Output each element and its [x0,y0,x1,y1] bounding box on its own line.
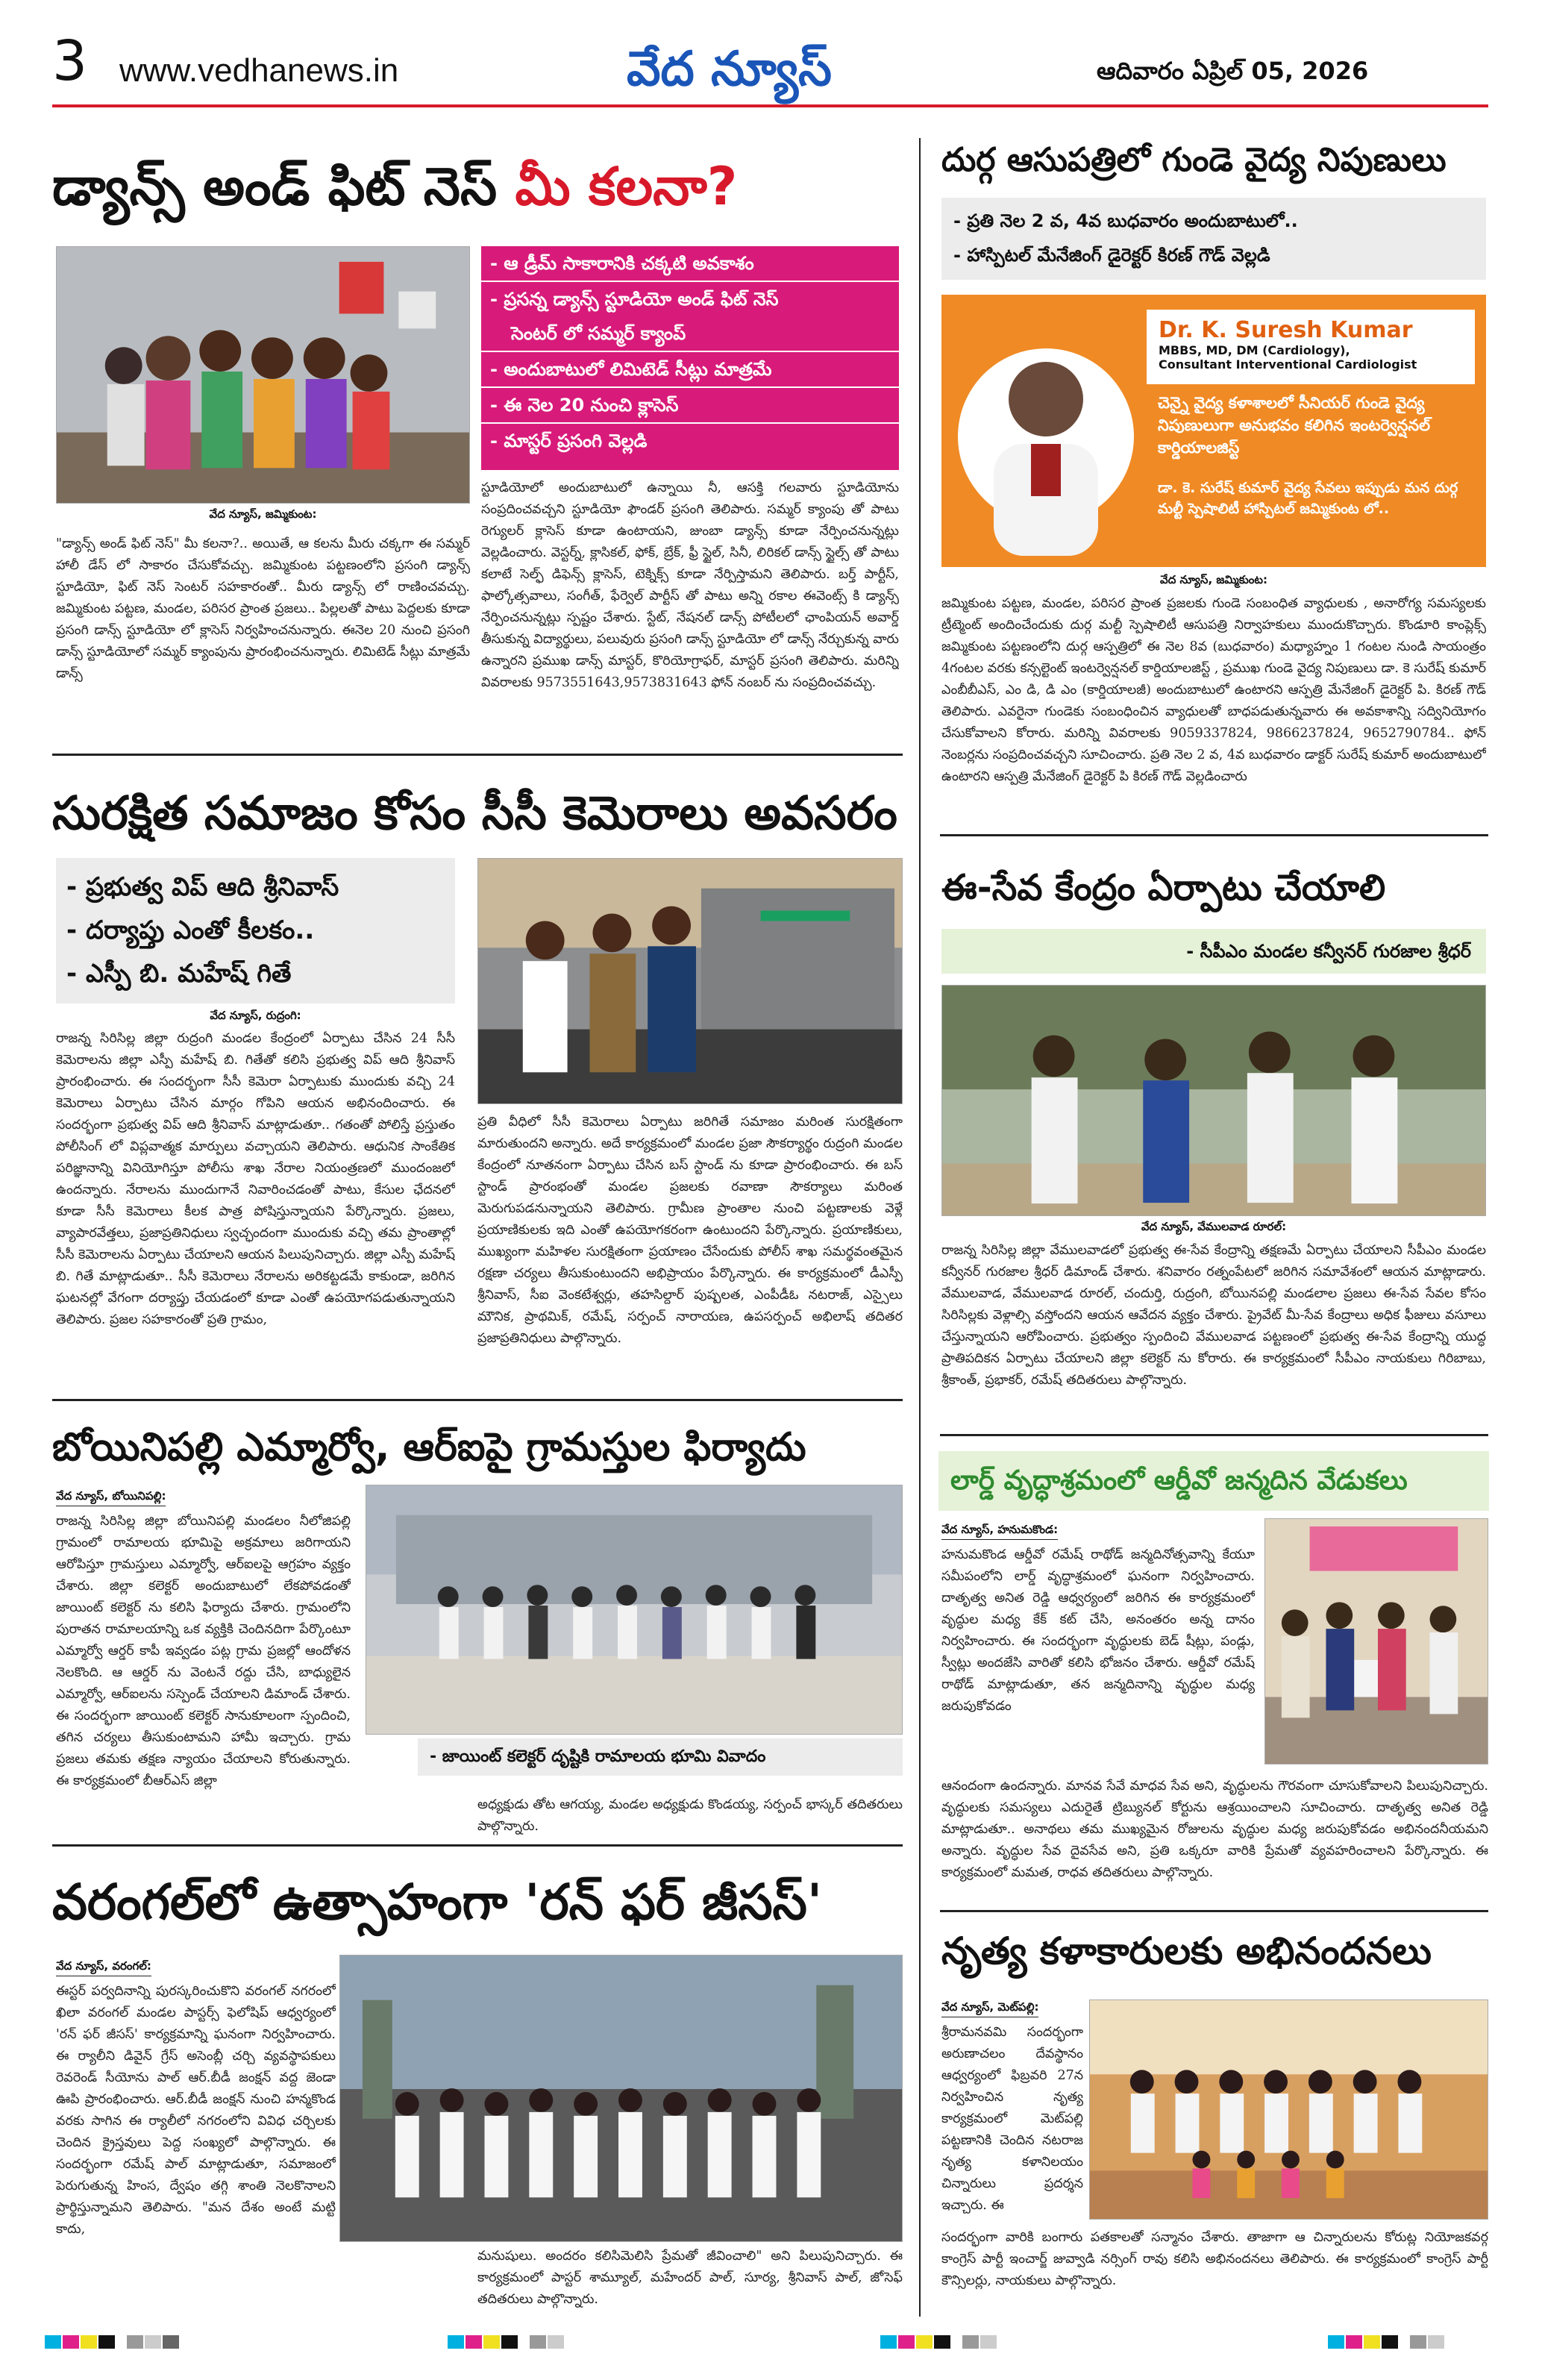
issue-date: ఆదివారం ఏప్రిల్ 05, 2026 [1097,57,1369,85]
durga-bullet: - హాస్పిటల్ మేనేజింగ్ డైరెక్టర్ కిరణ్ గౌడ్ వెల్లడి [953,245,1270,266]
nritya-dateline-wrap [941,1999,1083,2017]
ad-name-card [1147,310,1475,384]
boinpally-caption: - జాయింట్ కలెక్టర్ దృష్టికి రామాలయ భూమి వివాదం [430,1747,766,1766]
registration-strip [0,2335,1542,2358]
dance-body-right: స్టూడియోలో అందుబాటులో ఉన్నాయి నీ, ఆసక్తి గలవారు స్టూడియోను సంప్రదించవచ్చని స్టూడియో ఫౌండర్ ప్రసంగి తెలిపారు. సమ్మర్ క్యాంపు తో పాటు రెగ్యులర్ క్లాసెస్ కూడా ఉంటాయని, జుంబా డ్యాన్స్ కూడా నేర్పించనున్నట్లు వెల్లడించారు. వెస్టర్న్, క్లాసికల్, ఫోక్, బ్రేక్, ఫ్రీ స్టైల్, సినీ, లిరికల్ డాన్స్ స్టైల్స్ తో పాటు కలాటే సెల్ఫ్ డిఫెన్స్ క్లాసెస్, టెక్నిక్స్ కూడా నేర్పిస్తామని తెలిపారు. బర్త్ పార్టీస్, ఫాల్కోత్సవాలు, సంగీత్, ఫేర్వెల్ పార్టీస్ తో పాటు అన్ని రకాల ఈవెంట్స్ కి డ్యాన్స్ నేర్పించనున్నట్లు స్పష్టం చేశారు. స్టేట్, నేషనల్ డాన్స్ పోటీలలో ఛాంపియన్ అవార్డ్ తీసుకున్న విద్యార్థులు, పలువురు ప్రసంగి డాన్స్ స్టూడియో లో డాన్స్ నేర్చుకున్న వారు ఉన్నారని ప్రముఖ డాన్స్ మాస్టర్, కొరియోగ్రాఫర్, మాస్టర్ ప్రసంగి తెలిపారు. మరిన్ని వివరాలకు 9573551643,9573831643 ఫోన్ నంబర్ ను సంప్రదించవచ్చు. [481,480,899,690]
cctv-bullet: - దర్యాప్తు ఎంతో కీలకం.. [66,915,315,945]
reg-swatch [501,2335,518,2349]
masthead-rule [52,104,1488,107]
lord-photo [1264,1518,1488,1764]
boinpally-headline: బోయినిపల్లి ఎమ్మార్వో, ఆర్ఐపై గ్రామస్తుల ఫిర్యాదు [52,1425,806,1470]
eseva-headline: ఈ-సేవ కేంద్రం ఏర్పాటు చేయాలి [941,867,1386,909]
lord-dateline: వేద న్యూస్, హనుమకొండ: [941,1523,1058,1540]
reg-swatch [163,2335,179,2349]
dance-headline [52,145,895,228]
ad-doctor-name: Dr. K. Suresh Kumar [1159,317,1413,343]
reg-swatch [1410,2335,1426,2349]
cctv-bullet: - ఎస్పీ బి. మహేష్ గితే [66,959,292,989]
reg-swatch [962,2335,979,2349]
cctv-body-left: రాజన్న సిరిసిల్ల జిల్లా రుద్రంగి మండల కేంద్రంలో ఏర్పాటు చేసిన 24 సీసీ కెమెరాలను జిల్లా ఎస్పీ మహేష్ బి. గితేతో కలిసి ప్రభుత్వ విప్ ఆది శ్రీనివాస్ ప్రారంభించారు. ఈ సందర్భంగా సీసీ కెమెరా ఏర్పాటుకు ముందుకు వచ్చి 24 కెమెరాలు ఏర్పాటు చేసిన మార్గం గోపిని ఆయన అభినందించారు. ఈ సందర్భంగా ప్రభుత్వ విప్ ఆది శ్రీనివాస్ మాట్లాడుతూ.. గతంతో పోలిస్తే ప్రస్తుతం పోలీసింగ్ లో విప్లవాత్మక మార్పులు వచ్చాయని తెలిపారు. ఆధునిక సాంకేతిక పరిజ్ఞానాన్ని వినియోగిస్తూ పోలీసు శాఖ నేరాల నియంత్రణలో ముందంజలో ఉందన్నారు. నేరాలను ముందుగానే నివారించడంతో పాటు, కేసుల ఛేదనలో కూడా సీసీ కెమెరాలు కీలక పాత్ర పోషిస్తున్నాయని పేర్కొన్నారు. ప్రజలు, వ్యాపారవేత్తలు, ప్రజాప్రతినిధులు స్వచ్ఛందంగా ముందుకు వచ్చి తమ ప్రాంతాల్లో సీసీ కెమెరాలను ఏర్పాటు చేయాలని ఆయన పిలుపునిచ్చారు. జిల్లా ఎస్పీ మహేష్ బి. గితే మాట్లాడుతూ.. సీసీ కెమెరాలు నేరాలను అరికట్టడమే కాకుండా, జరిగిన ఘటనల్లో వేగంగా దర్యాప్తు చేయడంలో కూడా ఎంతో ఉపయోగపడుతున్నాయని తెలిపారు. ప్రజల సహకారంతో ప్రతి గ్రామం, [56,1031,455,1327]
reg-swatch [483,2335,500,2349]
lord-body-left: హనుమకొండ ఆర్డీవో రమేష్ రాథోడ్ జన్మదినోత్సవాన్ని కేయూ సమీపంలోని లార్డ్ వృద్ధాశ్రమంలో ఘనంగా నిర్వహించారు. దాతృత్వ అనిత రెడ్డి ఆధ్వర్యంలో జరిగిన ఈ కార్యక్రమంలో వృద్ధుల మధ్య కేక్ కట్ చేసి, అనంతరం అన్న దానం నిర్వహించారు. ఈ సందర్భంగా వృద్ధులకు బెడ్ షీట్లు, పండ్లు, స్వీట్లు అందజేసి వారితో కలిసి భోజనం చేశారు. ఆర్డీవో రమేష్ రాథోడ్ మాట్లాడుతూ, తన జన్మదినాన్ని వృద్ధుల మధ్య జరుపుకోవడం [941,1547,1255,1714]
cctv-body-right: ప్రతి వీధిలో సీసీ కెమెరాలు ఏర్పాటు జరిగితే సమాజం మరింత సురక్షితంగా మారుతుందని అన్నారు. అదే కార్యక్రమంలో మండల ప్రజా సౌకర్యార్థం రుద్రంగి మండల కేంద్రంలో నూతనంగా ఏర్పాటు చేసిన బస్ స్టాండ్ ను కూడా ప్రారంభించారు. ఈ బస్ స్టాండ్ ప్రారంభంతో మండల ప్రజలకు రవాణా సౌకర్యాలు మరింత మెరుగుపడనున్నాయని తెలిపారు. గ్రామీణ ప్రాంతాల నుంచి పట్టణాలకు వెళ్లే ప్రయాణికులకు ఇది ఎంతో ఉపయోగకరంగా ఉంటుందని పేర్కొన్నారు. ప్రయాణికులు, ముఖ్యంగా మహిళల సురక్షితంగా ప్రయాణం చేసేందుకు పోలీస్ శాఖ సమర్థవంతమైన రక్షణా చర్యలు తీసుకుంటుందని అభిప్రాయం పేర్కొన్నారు. ఈ కార్యక్రమంలో డీఎస్పీ శ్రీనివాస్, సీఐ వెంకటేశ్వర్లు, తహసిల్దార్ పుష్పలత, ఎంపీడీఓ నటరాజ్, ఎస్సైలు మౌనిక, ప్రాథమిక్, రమేష్, సర్పంచ్ నారాయణ, ఉపసర్పంచ్ అభిలాష్ తదితర ప్రజాప్రతినిధులు పాల్గొన్నారు. [477,1115,903,1346]
nritya-body-full: సందర్భంగా వారికి బంగారు పతకాలతో సన్మానం చేశారు. తాజాగా ఆ చిన్నారులను కోరుట్ల నియోజకవర్గ కాంగ్రెస్ పార్టీ ఇంచార్జ్ జువ్వాడి నర్సింగ్ రావు కలిసి అభినందనలు తెలిపారు. ఈ కార్యక్రమంలో కాంగ్రెస్ పార్టీ కౌన్సిలర్లు, నాయకులు పాల్గొన్నారు. [941,2230,1488,2288]
boinpally-photo [366,1485,903,1735]
lord-dateline-wrap [941,1522,1255,1540]
nritya-body-left: శ్రీరామనవమి సందర్భంగా అరుణాచలం దేవస్థానం ఆధ్వర్యంలో ఫిబ్రవరి 27న నిర్వహించిన నృత్య కార్యక్రమంలో మెట్‌పల్లి పట్టణానికి చెందిన నటరాజ నృత్య కళానిలయం చిన్నారులు ప్రదర్శన ఇచ్చారు. ఈ [941,2025,1083,2213]
ad-text-1: చెన్నై వైద్య కళాశాలలో సీనియర్ గుండె వైద్య నిపుణులుగా అనుభవం కలిగిన ఇంటర్వెన్షనల్ కార్డియాలజిస్ట్ [1158,394,1430,457]
warangal-body-left: ఈస్టర్ పర్వదినాన్ని పురస్కరించుకొని వరంగల్ నగరంలో ఖిలా వరంగల్ మండల పాస్టర్స్ ఫెలోషిప్ ఆధ్వర్యంలో 'రన్ ఫర్ జీసస్' కార్యక్రమాన్ని ఘనంగా నిర్వహించారు. ఈ ర్యాలీని డివైన్ గ్రేస్ అసెంబ్లీ చర్చి వ్యవస్థాపకులు రెవరెండ్ సీయోను పాల్ ఆర్.బీడీ జంక్షన్ వద్ద జెండా ఊపి ప్రారంభించారు. ఆర్.బీడీ జంక్షన్ నుంచి హన్మకొండ వరకు సాగిన ఈ ర్యాలీలో నగరంలోని వివిధ చర్చిలకు చెందిన క్రైస్తవులు పెద్ద సంఖ్యలో పాల్గొన్నారు. ఈ సందర్భంగా రమేష్ పాల్ మాట్లాడుతూ, సమాజంలో పెరుగుతున్న హింస, ద్వేషం తగ్గి శాంతి నెలకొనాలని ప్రార్థిస్తున్నామని తెలిపారు. "మన దేశం అంటే మట్టి కాదు, [56,1984,336,2237]
dance-bullet: సెంటర్ లో సమ్మర్ క్యాంప్ [481,316,899,352]
reg-swatch [548,2335,564,2349]
eseva-dateline: వేద న్యూస్, వేములవాడ రూరల్: [1141,1220,1287,1233]
dance-headline-black: డ్యాన్స్ అండ్ ఫిట్ నెస్ [52,156,498,217]
warangal-body-right: మనుషులు. అందరం కలిసిమెలిసి ప్రేమతో జీవించాలి" అని పిలుపునిచ్చారు. ఈ కార్యక్రమంలో పాస్టర్ శామ్యూల్, మహేందర్ పాల్, సూర్య, శ్రీనివాస్ పాల్, జోసెఫ్ తదితరులు పాల్గొన్నారు. [477,2249,903,2307]
section-rule [940,1910,1488,1912]
reg-swatch [1364,2335,1380,2349]
reg-swatch [916,2335,933,2349]
durga-highlights [941,198,1486,280]
eseva-subhead-text: - సీపీఎం మండల కన్వీనర్ గురజాల శ్రీధర్ [1186,941,1471,962]
warangal-dateline-wrap [56,1958,336,1976]
masthead-logo: వేద న్యూస్ [627,42,832,97]
cctv-bullet: - ప్రభుత్వ విప్ ఆది శ్రీనివాస్ [66,872,339,902]
lord-headline: లార్డ్ వృద్ధాశ్రమంలో ఆర్డీవో జన్మదిన వేడుకలు [950,1465,1408,1496]
dance-photo [56,246,470,504]
reg-swatch [466,2335,482,2349]
section-rule [940,834,1488,836]
durga-dateline: వేద న్యూస్, జమ్మికుంట: [1160,573,1267,586]
nritya-dateline: వేద న్యూస్, మెట్‌పల్లి: [941,2000,1038,2017]
dance-body-left: "డ్యాన్స్ అండ్ ఫిట్ నెస్" మీ కలనా?.. అయితే, ఆ కలను మీరు చక్కగా ఈ సమ్మర్ హాలీ డేస్ లో సాకారం చేసుకోవచ్చు. జమ్మికుంట పట్టణంలోని ప్రసంగి డ్యాన్స్ స్టూడియో, ఫిట్ నెస్ సెంటర్ సహకారంతో.. మీరు డ్యాన్స్ లో రాణించవచ్చు. జమ్మికుంట పట్టణ, మండల, పరిసర ప్రాంత ప్రజలు.. పిల్లలతో పాటు పెద్దలకు కూడా ప్రసంగి డాన్స్ స్టూడియో లో క్లాసెస్ నిర్వహించనున్నారు. ఈనెల 20 నుంచి ప్రసంగి డాన్స్ స్టూడియోలో సమ్మర్ క్యాంపును ప్రారంభించనున్నారు. లిమిటెడ్ సీట్లు మాత్రమే డాన్స్ [56,536,470,681]
eseva-subhead [941,929,1486,974]
masthead [0,0,1542,112]
reg-swatch [81,2335,97,2349]
nritya-photo [1089,1999,1488,2220]
boinpally-body-right: అధ్యక్షుడు తోట ఆగయ్య, మండల అధ్యక్షుడు కొండయ్య, సర్పంచ్ భాస్కర్ తదితరులు పాల్గొన్నారు. [477,1797,903,1834]
cctv-dateline: వేద న్యూస్, రుద్రంగి: [210,1009,301,1022]
dance-photo-caption: వేద న్యూస్, జమ్మికుంట: [209,507,317,521]
eseva-photo [941,985,1486,1216]
durga-ad [941,295,1486,567]
dance-bullet: - ఈ నెల 20 నుంచి క్లాసెస్ [481,388,899,424]
section-rule [940,1434,1488,1436]
cctv-highlights [56,858,455,1003]
reg-swatch [127,2335,143,2349]
reg-swatch [1328,2335,1344,2349]
ad-doctor-role: Consultant Interventional Cardiologist [1159,357,1417,372]
reg-swatch [530,2335,546,2349]
reg-swatch [448,2335,464,2349]
ad-doctor-quals: MBBS, MD, DM (Cardiology), [1159,343,1350,357]
reg-swatch [934,2335,950,2349]
dance-bullet: - మాస్టర్ ప్రసంగి వెల్లడి [490,430,648,451]
section-rule [52,754,903,756]
cctv-photo [477,858,903,1104]
boinpally-dateline: వేద న్యూస్, బోయినిపల్లి: [56,1489,166,1506]
lord-body-full: ఆనందంగా ఉందన్నారు. మానవ సేవే మాధవ సేవ అని, వృద్ధులను గౌరవంగా చూసుకోవాలని పిలుపునిచ్చారు. వృద్ధులకు సమస్యలు ఎదురైతే ట్రిబ్యునల్ కోర్టును ఆశ్రయించాలని సూచించారు. దాతృత్వ అనిత రెడ్డి మాట్లాడుతూ.. అనాథలు తమ ముఖ్యమైన రోజులను వృద్ధుల మధ్య జరుపుకోవడం అభినందనీయమని అన్నారు. వృద్ధుల సేవ దైవసేవ అని, ప్రతి ఒక్కరూ వారికి ప్రేమతో వ్యవహరించాలని పేర్కొన్నారు. ఈ కార్యక్రమంలో మమత, రాధవ తదితరులు పాల్గొన్నారు. [941,1779,1488,1880]
reg-swatch [1382,2335,1398,2349]
reg-swatch [98,2335,115,2349]
reg-swatch [1346,2335,1362,2349]
ad-text-2: డా. కె. సురేష్ కుమార్ వైద్య సేవలు ఇప్పుడు మన దుర్గ మల్టీ స్పెషాలిటీ హాస్పిటల్ జమ్మికుంట లో.. [1158,480,1458,517]
reg-swatch [880,2335,897,2349]
section-rule [52,1399,903,1401]
dance-headline-red: మీ కలనా? [515,156,738,217]
durga-bullet: - ప్రతి నెల 2 వ, 4వ బుధవారం అందుబాటులో.. [953,210,1298,231]
website-link[interactable]: www.vedhanews.in [119,52,399,89]
page-number: 3 [52,29,88,93]
nritya-headline: నృత్య కళాకారులకు అభినందనలు [941,1929,1432,1973]
durga-headline: దుర్గ ఆసుపత్రిలో గుండె వైద్య నిపుణులు [941,141,1447,179]
boinpally-caption-box [418,1738,903,1776]
lord-headline-box [938,1451,1489,1511]
reg-swatch [898,2335,915,2349]
reg-swatch [63,2335,79,2349]
warangal-headline: వరంగల్‌లో ఉత్సాహంగా 'రన్ ఫర్ జీసస్' [52,1873,823,1931]
durga-body: జమ్మికుంట పట్టణ, మండల, పరిసర ప్రాంత ప్రజలకు గుండె సంబంధిత వ్యాధులకు , అనారోగ్య సమస్యలకు ట్రీట్మెంట్ అందించేందుకు దుర్గ మల్టీ స్పెషాలిటీ ఆసుపత్రి నిర్వాహకులు ముందుకొచ్చారు. కొండూరి కాంప్లెక్స్ జమ్మికుంట పట్టణంలోని దుర్గ ఆస్పత్రిలో ఈ నెల 8వ (బుధవారం) మధ్యాహ్నం 1 గంటల నుండి సాయంత్రం 4గంటల వరకు కన్సల్టెంట్ ఇంటర్వెన్షనల్ కార్డియాలజిస్ట్ , ప్రముఖ గుండె వైద్య నిపుణులు డా. కె సురేష్ కుమార్ ఎంబీబీఎస్, ఎం డి, డి ఎం (కార్డియాలజీ) అందుబాటులో ఉంటారని ఆస్పత్రి మేనేజింగ్ డైరెక్టర్ పి. కిరణ్ గౌడ్ తెలిపారు. ఎవరైనా గుండెకు సంబంధించిన వ్యాధులతో బాధపడుతున్నవారు ఈ అవకాశాన్ని సద్వినియోగం చేసుకోవాలని కోరారు. మరిన్ని వివరాలకు 9059337824, 9866237824, 9652790784.. ఫోన్ నెంబర్లను సంప్రదించవచ్చని సూచించారు. ప్రతి నెల 2 వ, 4వ బుధవారం డాక్టర్ సురేష్ కుమార్ అందుబాటులో ఉంటారని ఆస్పత్రి మేనేజింగ్ డైరెక్టర్ పి కిరణ్ గౌడ్ వెల్లడించారు [941,596,1486,784]
reg-swatch [1428,2335,1444,2349]
boinpally-dateline-wrap [56,1488,354,1506]
dance-bullet: - అందుబాటులో లిమిటెడ్ సీట్లు మాత్రమే [481,352,899,388]
eseva-body: రాజన్న సిరిసిల్ల జిల్లా వేములవాడలో ప్రభుత్వ ఈ-సేవ కేంద్రాన్ని తక్షణమే ఏర్పాటు చేయాలని సీపీఎం మండల కన్వీనర్ గురజాల శ్రీధర్ డిమాండ్ చేశారు. శనివారం రత్నంపేటలో జరిగిన సమావేశంలో ఆయన మాట్లాడారు. వేములవాడ, వేములవాడ రూరల్, చందుర్తి, రుద్రంగి, బోయినపల్లి మండలాల ప్రజలు ఈ-సేవ సేవల కోసం సిరిసిల్లకు వెళ్లాల్సి వస్తోందని ఆయన ఆవేదన వ్యక్తం చేశారు. ప్రైవేట్ మీ-సేవ కేంద్రాలు అధిక ఫీజులు వసూలు చేస్తున్నాయని ఆరోపించారు. ప్రభుత్వం స్పందించి వేములవాడ పట్టణంలో ప్రభుత్వ ఈ-సేవ కేంద్రాన్ని యుద్ధ ప్రాతిపదికన ఏర్పాటు చేయాలని జిల్లా కలెక్టర్ ను కోరారు. ఈ కార్యక్రమంలో సీపీఎం నాయకులు గిరిబాబు, శ్రీకాంత్, ప్రభాకర్, రమేష్ తదితరులు పాల్గొన్నారు. [941,1243,1486,1388]
cctv-headline: సురక్షిత సమాజం కోసం సీసీ కెమెరాలు అవసరం [52,786,897,840]
dance-bullet: - ప్రసన్న డ్యాన్స్ స్టూడియో అండ్ ఫిట్ నెస్ [490,289,779,310]
dance-highlights [481,246,899,470]
reg-swatch [980,2335,997,2349]
column-divider [919,138,921,2317]
warangal-photo [339,1955,903,2242]
warangal-dateline: వేద న్యూస్, వరంగల్: [56,1959,151,1976]
dance-bullet: - ఆ డ్రీమ్ సాకారానికి చక్కటి అవకాశం [481,246,899,282]
doctor-photo [956,317,1135,556]
reg-swatch [145,2335,161,2349]
section-rule [52,1844,903,1847]
reg-swatch [45,2335,61,2349]
boinpally-body-left: రాజన్న సిరిసిల్ల జిల్లా బోయినిపల్లి మండలం నీలోజిపల్లి గ్రామంలో రామాలయ భూమిపై అక్రమాలు జరిగాయని ఆరోపిస్తూ గ్రామస్తులు ఎమ్మార్వో, ఆర్ఐలపై ఆగ్రహం వ్యక్తం చేశారు. జిల్లా కలెక్టర్ అందుబాటులో లేకపోవడంతో జాయింట్ కలెక్టర్ ను కలిసి ఫిర్యాదు చేశారు. గ్రామంలోని పురాతన రామాలయాన్ని ఒక వ్యక్తికి చెందినదిగా పేర్కొంటూ ఎమ్మార్వో ఆర్డర్ కాపీ ఇవ్వడం పట్ల గ్రామ ప్రజల్లో ఆందోళన నెలకొంది. ఆ ఆర్డర్ ను వెంటనే రద్దు చేసి, బాధ్యులైన ఎమ్మార్వో, ఆర్ఐలను సస్పెండ్ చేయాలని డిమాండ్ చేశారు. ఈ సందర్భంగా జాయింట్ కలెక్టర్ సానుకూలంగా స్పందించి, తగిన చర్యలు తీసుకుంటామని హామీ ఇచ్చారు. గ్రామ ప్రజలు తమకు తక్షణ న్యాయం చేయాలని కోరుతున్నారు. ఈ కార్యక్రమంలో బీఆర్ఎస్ జిల్లా [56,1514,351,1788]
